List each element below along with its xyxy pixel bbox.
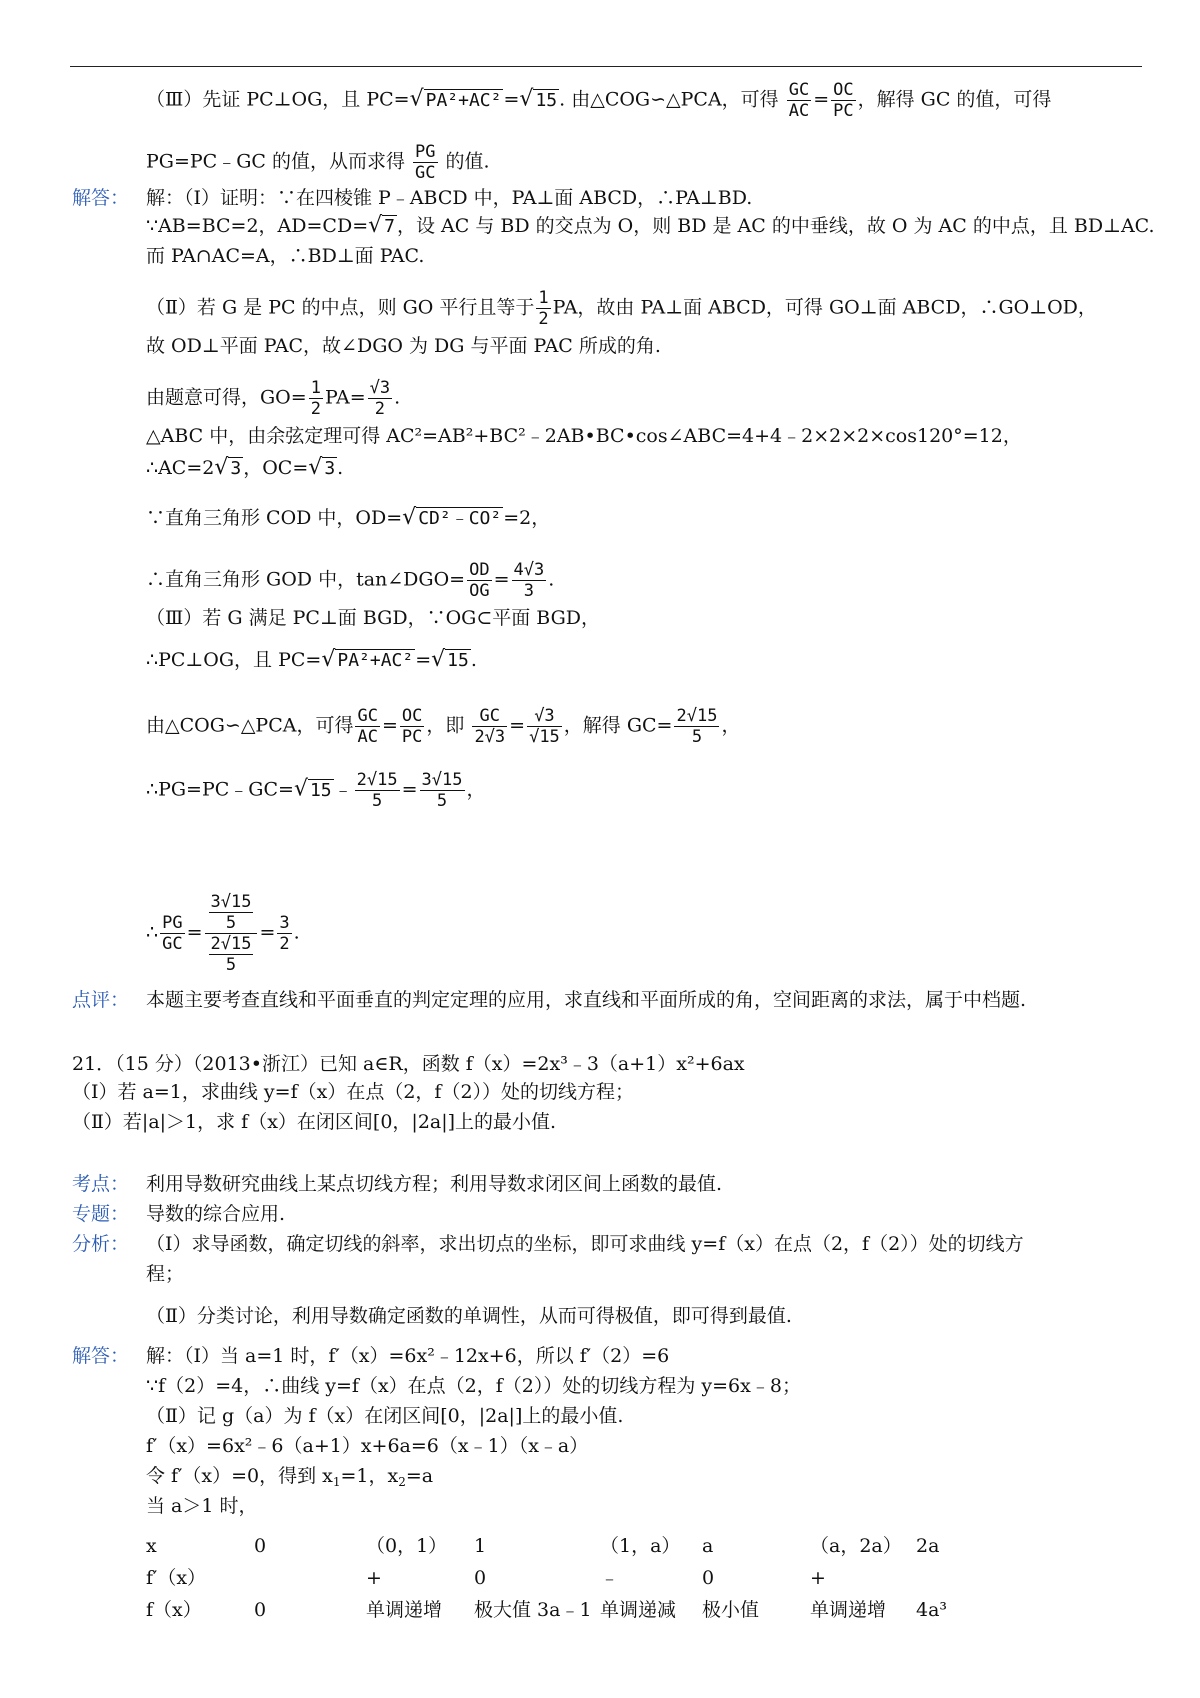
table-cell: 1: [474, 1535, 487, 1557]
table-cell: 单调递减: [600, 1599, 677, 1621]
table-cell: 0: [702, 1567, 715, 1589]
answer-label: 解答：: [72, 1345, 130, 1367]
fraction: $\frac{GC}{2√3}$: [474, 706, 506, 747]
kaodian-text: 利用导数研究曲线上某点切线方程；利用导数求闭区间上函数的最值.: [146, 1173, 723, 1195]
table-cell: 4a³: [916, 1599, 948, 1621]
top-rule: [70, 66, 1142, 67]
analysis-line-1: （Ⅲ）先证 PC⊥OG，且 PC=√ PA²+AC² =√ 15 . 由△COG∽△PCA，可得 $\frac{GC}{AC}$ = $\frac{OC}{PC}$ ，解得 GC 的值，可得: [146, 80, 1052, 121]
table-cell: +: [810, 1567, 826, 1589]
table-cell: 极小值: [702, 1599, 760, 1621]
table-cell: （0，1）: [366, 1535, 448, 1557]
fraction: $\frac{1}{2}$: [310, 378, 321, 419]
fraction: $\frac{OC}{PC}$: [401, 706, 423, 747]
fenxi-text: （Ⅰ）求导函数，确定切线的斜率，求出切点的坐标，即可求曲线 y=f（x）在点（2，f（2））处的切线方: [146, 1233, 1024, 1255]
table-cell: a: [702, 1535, 714, 1557]
fraction: $\frac{PG}{GC}$: [415, 142, 436, 183]
table-cell: （a，2a）: [810, 1535, 902, 1557]
table-cell: 单调递增: [810, 1599, 887, 1621]
answer-line: 而 PA∩AC=A，∴BD⊥面 PAC.: [146, 245, 425, 267]
fraction: $\frac{2√15}{5}$: [676, 706, 718, 747]
table-cell: 2a: [916, 1535, 940, 1557]
answer-line: （Ⅲ）若 G 满足 PC⊥面 BGD，∵OG⊂平面 BGD，: [146, 607, 601, 629]
answer-line: 令 f′（x）=0，得到 $x_1=1$，$x_2=a$: [146, 1465, 434, 1489]
zhuanti-label: 专题：: [72, 1203, 130, 1225]
table-cell: f（x）: [146, 1599, 202, 1621]
fraction: $\frac{GC}{AC}$: [788, 80, 810, 121]
answer-label: 解答：: [72, 187, 130, 209]
comment-label: 点评：: [72, 989, 130, 1011]
table-cell: f′（x）: [146, 1567, 207, 1589]
question-21-part-2: （Ⅱ）若|a|＞1，求 f（x）在闭区间[0，|2a|]上的最小值.: [72, 1111, 557, 1133]
zhuanti-text: 导数的综合应用.: [146, 1203, 286, 1225]
fraction: $\frac{GC}{AC}$: [357, 706, 378, 747]
fraction: $\frac{OC}{PC}$: [833, 80, 854, 121]
fraction: $\frac{3}{2}$: [279, 913, 290, 954]
table-cell: 0: [474, 1567, 487, 1589]
fraction: $\frac{2√15}{5}$: [356, 770, 398, 811]
kaodian-label: 考点：: [72, 1173, 130, 1195]
comment-text: 本题主要考查直线和平面垂直的判定定理的应用，求直线和平面所成的角，空间距离的求法，属于中档题.: [146, 989, 1027, 1011]
answer-line: 解：（Ⅰ）当 a=1 时，f′（x）=6x²﹣12x+6，所以 f′（2）=6: [146, 1345, 670, 1367]
table-cell: ﹣: [600, 1567, 620, 1589]
table-cell: （1，a）: [600, 1535, 681, 1557]
fenxi-text: 程；: [146, 1263, 185, 1285]
fraction: $\frac{PG}{GC}$: [162, 913, 183, 954]
answer-line: ∴PC⊥OG，且 PC=√ PA²+AC² =√ 15 .: [146, 647, 477, 672]
answer-line: 当 a＞1 时，: [146, 1495, 258, 1517]
answer-line: 故 OD⊥平面 PAC，故∠DGO 为 DG 与平面 PAC 所成的角.: [146, 335, 661, 357]
fraction: $\frac{√3}{√15}$: [529, 706, 560, 747]
answer-line: 由△COG∽△PCA，可得 $\frac{GC}{AC}$ = $\frac{OC}{PC}$ ，即 $\frac{GC}{2√3}$ = $\frac{√3}{√15}$ ，解得 GC= $\frac{2√15}{5}$ ，: [146, 706, 741, 747]
question-21-part-1: （Ⅰ）若 a=1，求曲线 y=f（x）在点（2，f（2））处的切线方程；: [72, 1081, 635, 1103]
analysis-line-2: PG=PC﹣GC 的值，从而求得 $\frac{PG}{GC}$ 的值.: [146, 142, 490, 183]
table-cell: 极大值 3a﹣1: [474, 1599, 592, 1621]
answer-line: ∴直角三角形 GOD 中，tan∠DGO= $\frac{OD}{OG}$ = $\frac{4√3}{3}$ .: [146, 560, 555, 601]
answer-line: ∴ $\frac{PG}{GC}$ = $\frac{\frac{3√15}{5}}{\frac{2√15}{5}}$ = $\frac{3}{2}$ .: [146, 892, 300, 975]
answer-line: （Ⅱ）若 G 是 PC 的中点，则 GO 平行且等于 $\frac{1}{2}$ PA，故由 PA⊥面 ABCD，可得 GO⊥面 ABCD，∴GO⊥OD，: [146, 288, 1097, 329]
compound-fraction: $\frac{\frac{3√15}{5}}{\frac{2√15}{5}}$: [205, 892, 258, 975]
answer-line: ∴AC=2√ 3 ，OC=√ 3 .: [146, 455, 344, 480]
table-cell: 0: [254, 1535, 267, 1557]
fraction: $\frac{√3}{2}$: [369, 378, 391, 419]
fraction: $\frac{3√15}{5}$: [421, 770, 463, 811]
table-cell: 单调递增: [366, 1599, 443, 1621]
answer-line: f′（x）=6x²﹣6（a+1）x+6a=6（x﹣1）（x﹣a）: [146, 1435, 589, 1457]
answer-line: ∵AB=BC=2，AD=CD=√ 7 ，设 AC 与 BD 的交点为 O，则 BD 是 AC 的中垂线，故 O 为 AC 的中点，且 BD⊥AC.: [146, 213, 1155, 238]
table-cell: +: [366, 1567, 382, 1589]
table-cell: 0: [254, 1599, 267, 1621]
answer-line: ∴PG=PC﹣GC=√ 15 ﹣ $\frac{2√15}{5}$ = $\frac{3√15}{5}$ ，: [146, 770, 486, 811]
answer-line: 由题意可得，GO= $\frac{1}{2}$ PA= $\frac{√3}{2}$ .: [146, 378, 401, 419]
table-cell: x: [146, 1535, 157, 1557]
fraction: $\frac{1}{2}$: [538, 288, 549, 329]
answer-line: ∵f（2）=4，∴曲线 y=f（x）在点（2，f（2））处的切线方程为 y=6x﹣8；: [146, 1375, 801, 1397]
fenxi-text: （Ⅱ）分类讨论，利用导数确定函数的单调性，从而可得极值，即可得到最值.: [146, 1305, 792, 1327]
answer-line: （Ⅱ）记 g（a）为 f（x）在闭区间[0，|2a|]上的最小值.: [146, 1405, 624, 1427]
answer-line: ∵直角三角形 COD 中，OD=√ CD²﹣CO² =2，: [146, 505, 551, 530]
answer-line: △ABC 中，由余弦定理可得 AC²=AB²+BC²﹣2AB•BC•cos∠ABC=4+4﹣2×2×2×cos120°=12，: [146, 425, 1022, 447]
fraction: $\frac{4√3}{3}$: [513, 560, 545, 601]
question-21-title: 21．（15 分）（2013•浙江）已知 a∈R，函数 f（x）=2x³﹣3（a+1）x²+6ax: [72, 1053, 745, 1075]
answer-line: 解：（Ⅰ）证明：∵在四棱锥 P﹣ABCD 中，PA⊥面 ABCD，∴PA⊥BD.: [146, 187, 753, 209]
fraction: $\frac{OD}{OG}$: [469, 560, 490, 601]
fenxi-label: 分析：: [72, 1233, 130, 1255]
